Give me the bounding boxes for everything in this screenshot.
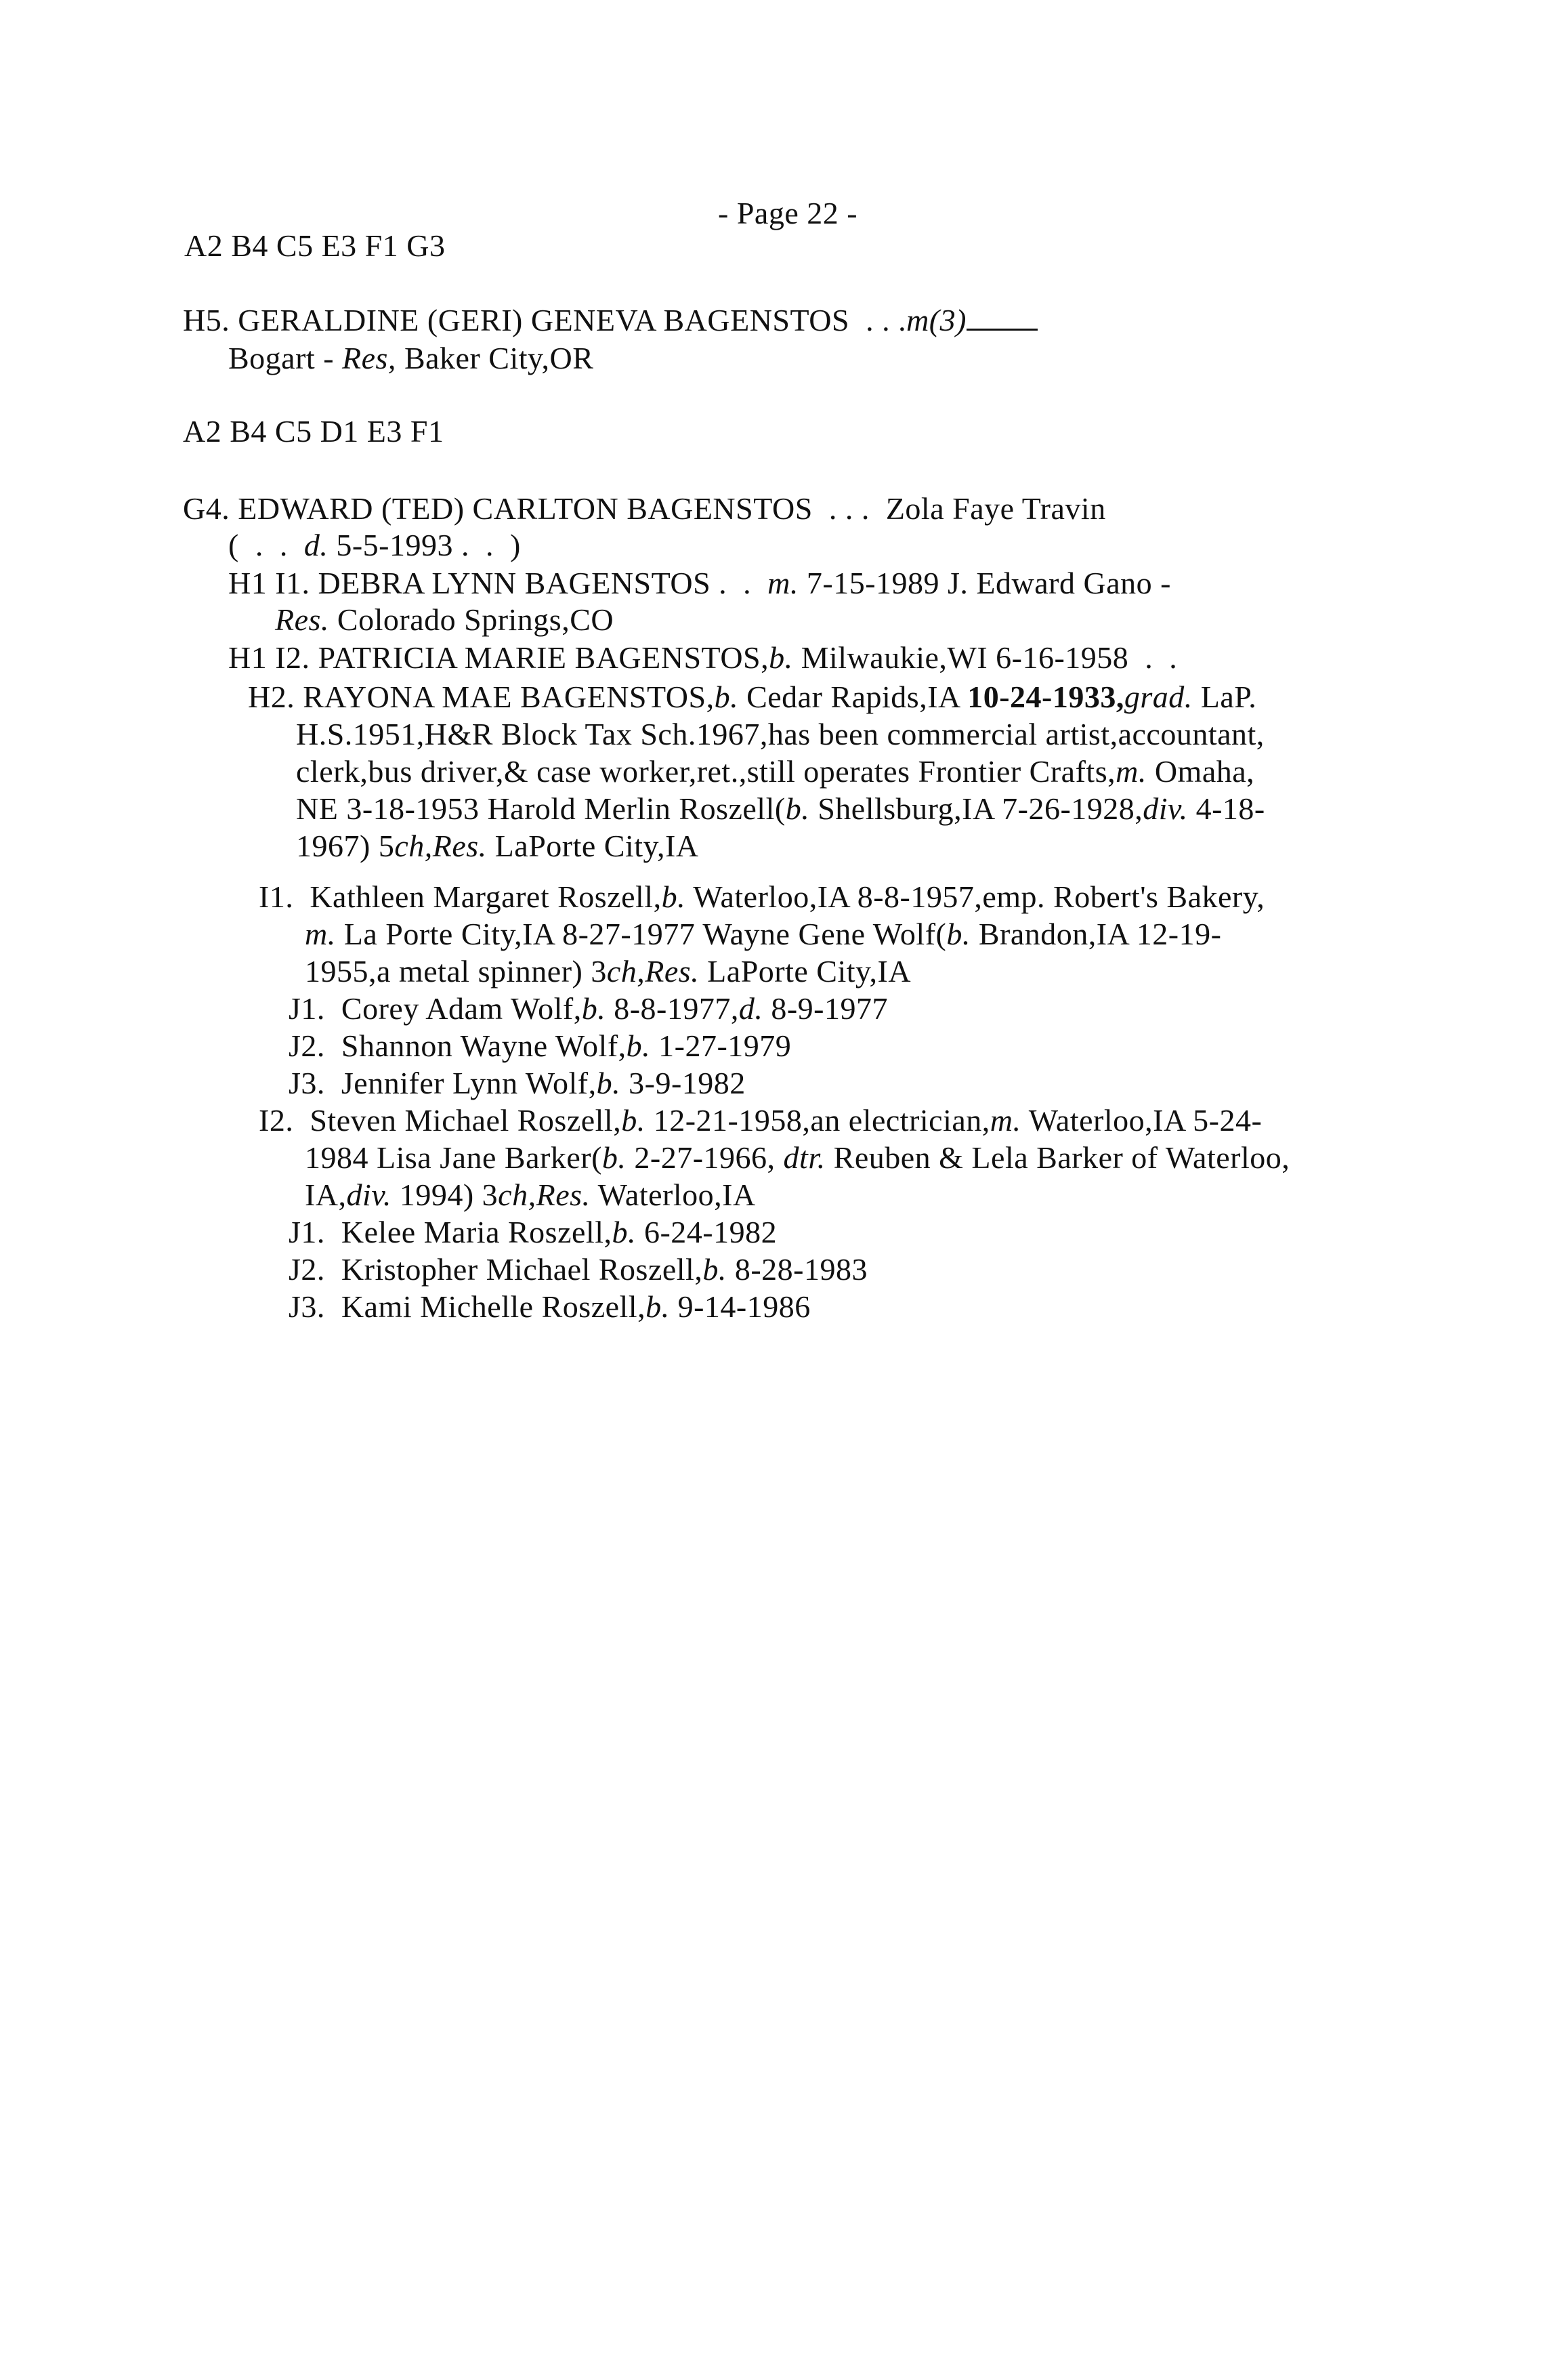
entry-h5-line1: H5. GERALDINE (GERI) GENEVA BAGENSTOS . . .m(3)	[183, 302, 1038, 339]
list-item: J2. Kristopher Michael Roszell,b. 8-28-1983	[289, 1252, 868, 1287]
person-name: RAYONA MAE BAGENSTOS,	[303, 680, 715, 714]
entry-i2-line1: I2. Steven Michael Roszell,b. 12-21-1958,an electrician,m. Waterloo,IA 5-24-	[259, 1103, 1263, 1138]
blank-line	[967, 308, 1038, 331]
entry-h1i2: H1 I2. PATRICIA MARIE BAGENSTOS,b. Milwaukie,WI 6-16-1958 . .	[228, 640, 1178, 675]
entry-h2-line1: H2. RAYONA MAE BAGENSTOS,b. Cedar Rapids,IA 10-24-1933,grad. LaP.	[248, 680, 1257, 714]
page-number: - Page 22 -	[718, 196, 858, 230]
section-code: A2 B4 C5 E3 F1 G3	[184, 228, 446, 263]
list-item: J1. Corey Adam Wolf,b. 8-8-1977,d. 8-9-1977	[289, 991, 888, 1026]
section-code: A2 B4 C5 D1 E3 F1	[183, 414, 444, 449]
entry-tag: H5.	[183, 303, 230, 337]
entry-h2-line5: 1967) 5ch,Res. LaPorte City,IA	[296, 829, 699, 863]
entry-i2-line3: IA,div. 1994) 3ch,Res. Waterloo,IA	[305, 1178, 756, 1212]
person-name: GERALDINE (GERI) GENEVA BAGENSTOS	[238, 303, 850, 337]
list-item: J2. Shannon Wayne Wolf,b. 1-27-1979	[289, 1028, 792, 1063]
person-name: PATRICIA MARIE BAGENSTOS,	[318, 640, 769, 675]
entry-h1i1-line2: Res. Colorado Springs,CO	[275, 602, 614, 637]
entry-h2-line2: H.S.1951,H&R Block Tax Sch.1967,has been commercial artist,accountant,	[296, 717, 1265, 751]
person-name: DEBRA LYNN BAGENSTOS	[318, 566, 711, 600]
list-item: J3. Jennifer Lynn Wolf,b. 3-9-1982	[289, 1066, 746, 1100]
entry-g4-line1: G4. EDWARD (TED) CARLTON BAGENSTOS . . . Zola Faye Travin	[183, 491, 1106, 526]
marriage-abbr: m(3)	[906, 303, 967, 337]
entry-i2-line2: 1984 Lisa Jane Barker(b. 2-27-1966, dtr. Reuben & Lela Barker of Waterloo,	[305, 1140, 1290, 1175]
entry-i1-line1: I1. Kathleen Margaret Roszell,b. Waterloo,IA 8-8-1957,emp. Robert's Bakery,	[259, 879, 1265, 914]
list-item: J3. Kami Michelle Roszell,b. 9-14-1986	[289, 1289, 811, 1324]
spouse-name: Zola Faye Travin	[885, 491, 1106, 526]
entry-h5-line2: Bogart - Res, Baker City,OR	[228, 341, 594, 375]
entry-h2-line4: NE 3-18-1953 Harold Merlin Roszell(b. Shellsburg,IA 7-26-1928,div. 4-18-	[296, 791, 1265, 826]
person-name: EDWARD (TED) CARLTON BAGENSTOS	[238, 491, 813, 526]
entry-h1i1-line1: H1 I1. DEBRA LYNN BAGENSTOS . . m. 7-15-1989 J. Edward Gano -	[228, 566, 1171, 600]
entry-i1-line3: 1955,a metal spinner) 3ch,Res. LaPorte City,IA	[305, 954, 912, 988]
list-item: J1. Kelee Maria Roszell,b. 6-24-1982	[289, 1215, 778, 1249]
entry-h2-line3: clerk,bus driver,& case worker,ret.,still operates Frontier Crafts,m. Omaha,	[296, 754, 1255, 789]
entry-g4-line2: ( . . d. 5-5-1993 . . )	[228, 528, 521, 562]
entry-i1-line2: m. La Porte City,IA 8-27-1977 Wayne Gene Wolf(b. Brandon,IA 12-19-	[305, 917, 1222, 951]
